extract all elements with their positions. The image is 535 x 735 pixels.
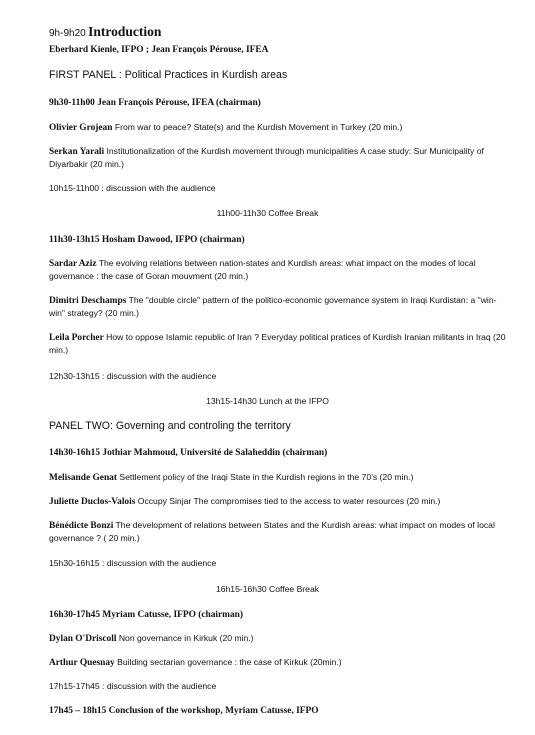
intro-heading (49, 26, 511, 40)
lunch-break: 13h15-14h30 Lunch at the IFPO (206, 396, 329, 406)
panel2-talk-5: Arthur Quesnay Building sectarian governance : the case of Kirkuk (20min.) (49, 657, 342, 668)
panel1-talk-2: Serkan Yarali Institutionalization of the Kurdish movement through municipalities A case study: Sur Municipality of Diyarbakir (20 min.) (49, 146, 484, 169)
panel1-chair-morning: 9h30-11h00 Jean François Pérouse, IFEA (chairman) (49, 98, 261, 108)
panel1-talk-1: Olivier Grojean From war to peace? State(s) and the Kurdish Movement in Turkey (20 min.) (49, 122, 403, 133)
panel1-title: FIRST PANEL : Political Practices in Kurdish areas (49, 69, 288, 81)
panel1-discussion-2: 12h30-13h15 : discussion with the audience (49, 371, 217, 381)
panel2-discussion-2: 17h15-17h45 : discussion with the audience (49, 681, 217, 691)
panel1-talk-5: Leila Porcher How to oppose Islamic republic of Iran ? Everyday political pratices of Kurdish Iranian militants in Iraq (20 min.) (49, 332, 506, 355)
panel2-discussion-1: 15h30-16h15 : discussion with the audience (49, 558, 217, 568)
panel2-talk-4: Dylan O'Driscoll Non governance in Kirkuk (20 min.) (49, 633, 254, 644)
panel1-talk-3: Sardar Aziz The evolving relations between nation-states and Kurdish areas: what impact on the modes of local governance : the case of Goran mouvment (20 min.) (49, 258, 476, 281)
panel1-talk-4: Dimitri Deschamps The "double circle" pattern of the politico-economic governance system in Iraqi Kurdistan: a "win-win" strategy? (20 min.) (49, 295, 497, 318)
panel2-talk-3: Bénédicte Bonzi The development of relations between States and the Kurdish areas: what impact on modes of local governance ? ( 20 min.) (49, 520, 495, 543)
panel2-title: PANEL TWO: Governing and controling the territory (49, 420, 291, 432)
intro-speakers: Eberhard Kienle, IFPO ; Jean François Pérouse, IFEA (49, 45, 269, 55)
panel1-discussion-1: 10h15-11h00 : discussion with the audience (49, 183, 216, 193)
panel2-chair-afternoon: 14h30-16h15 Jothiar Mahmoud, Université de Salaheddin (chairman) (49, 448, 328, 458)
panel2-talk-2: Juliette Duclos-Valois Occupy Sinjar The compromises tied to the access to water resources (20 min.) (49, 496, 441, 507)
panel2-talk-1: Melisande Genat Settlement policy of the Iraqi State in the Kurdish regions in the 70’s (20 min.) (49, 472, 414, 483)
panel1-coffee-break: 11h00-11h30 Coffee Break (216, 208, 319, 218)
panel2-chair-late-afternoon: 16h30-17h45 Myriam Catusse, IFPO (chairman) (49, 610, 243, 620)
intro-time: 9h-9h20 (49, 28, 86, 39)
conclusion: 17h45 – 18h15 Conclusion of the workshop, Myriam Catusse, IFPO (49, 706, 319, 716)
panel2-coffee-break: 16h15-16h30 Coffee Break (215, 584, 320, 594)
intro-title: Introduction (88, 24, 162, 39)
panel1-chair-late-morning: 11h30-13h15 Hosham Dawood, IFPO (chairman) (49, 235, 245, 245)
